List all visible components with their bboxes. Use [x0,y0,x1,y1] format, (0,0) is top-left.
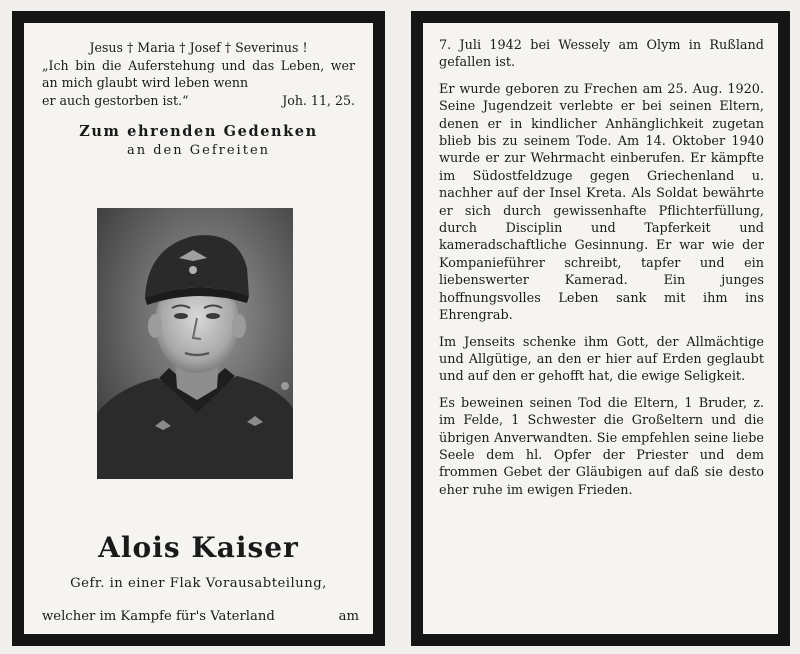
blessing-paragraph: Im Jenseits schenke ihm Gott, der Allmächtige und Allgütige, an den er hier auf Erden geglaubt und auf den er gehofft hat, die ewige Seligkeit. [439,334,764,385]
prayer-line: Jesus † Maria † Josef † Severinus ! [89,40,308,55]
memorial-subtitle: an den Gefreiten [126,143,271,158]
left-card-page [12,11,385,646]
right-card-page [411,11,790,646]
soldier-portrait-photo [97,208,293,479]
scripture-quote-end: er auch gestorben ist.“ [42,92,189,108]
biography-paragraph: Er wurde geboren zu Frechen am 25. Aug. 1920. Seine Jugendzeit verlebte er bei seinen Eltern, denen er in kindlicher Anhänglichkeit zugetan blieb bis zu seinem Tode. Am 14. Oktober 1940 wurde er zur Wehrmacht einberufen. Er kämpfte im Südostfeldzuge gegen Griechenland u. nachher auf der Insel Kreta. Als Soldat bewährte er sich durch gewissenhafte Pflichterfüllung, durch Disciplin und Tapferkeit und kameradschaftliche Gesinnung. Er war wie der Kompanieführer schreibt, tapfer und ein liebenswerter Kamerad. Ein junges hoffnungsvolles Leben sank mit ihm ins Ehrengrab. [439,81,764,324]
memorial-title: Zum ehrenden Gedenken [79,123,318,140]
left-card-inner [24,23,373,634]
portrait-illustration [97,208,293,479]
rank-line-2 [42,609,359,624]
scripture-quote: „Ich bin die Auferstehung und das Leben, wer an mich glaubt wird leben wenn [42,57,355,90]
rank-line: Gefr. in einer Flak Vorausabteilung, [70,576,327,591]
right-card-inner [423,23,778,634]
scripture-quote-end-row [42,92,355,110]
death-paragraph: 7. Juli 1942 bei Wessely am Olym in Rußland gefallen ist. [439,38,764,71]
rank-line-2-end: am [338,609,359,624]
deceased-name: Alois Kaiser [98,531,299,564]
mourners-paragraph: Es beweinen seinen Tod die Eltern, 1 Bruder, z. im Felde, 1 Schwester die Großeltern und die übrigen Anverwandten. Sie empfehlen seine liebe Seele dem hl. Opfer der Priester und dem frommen Gebet der Gläubigen auf daß sie desto eher ruhe im ewigen Frieden. [439,395,764,498]
rank-line-2-start: welcher im Kampfe für's Vaterland [42,609,275,624]
scripture-reference: Joh. 11, 25. [282,92,355,108]
